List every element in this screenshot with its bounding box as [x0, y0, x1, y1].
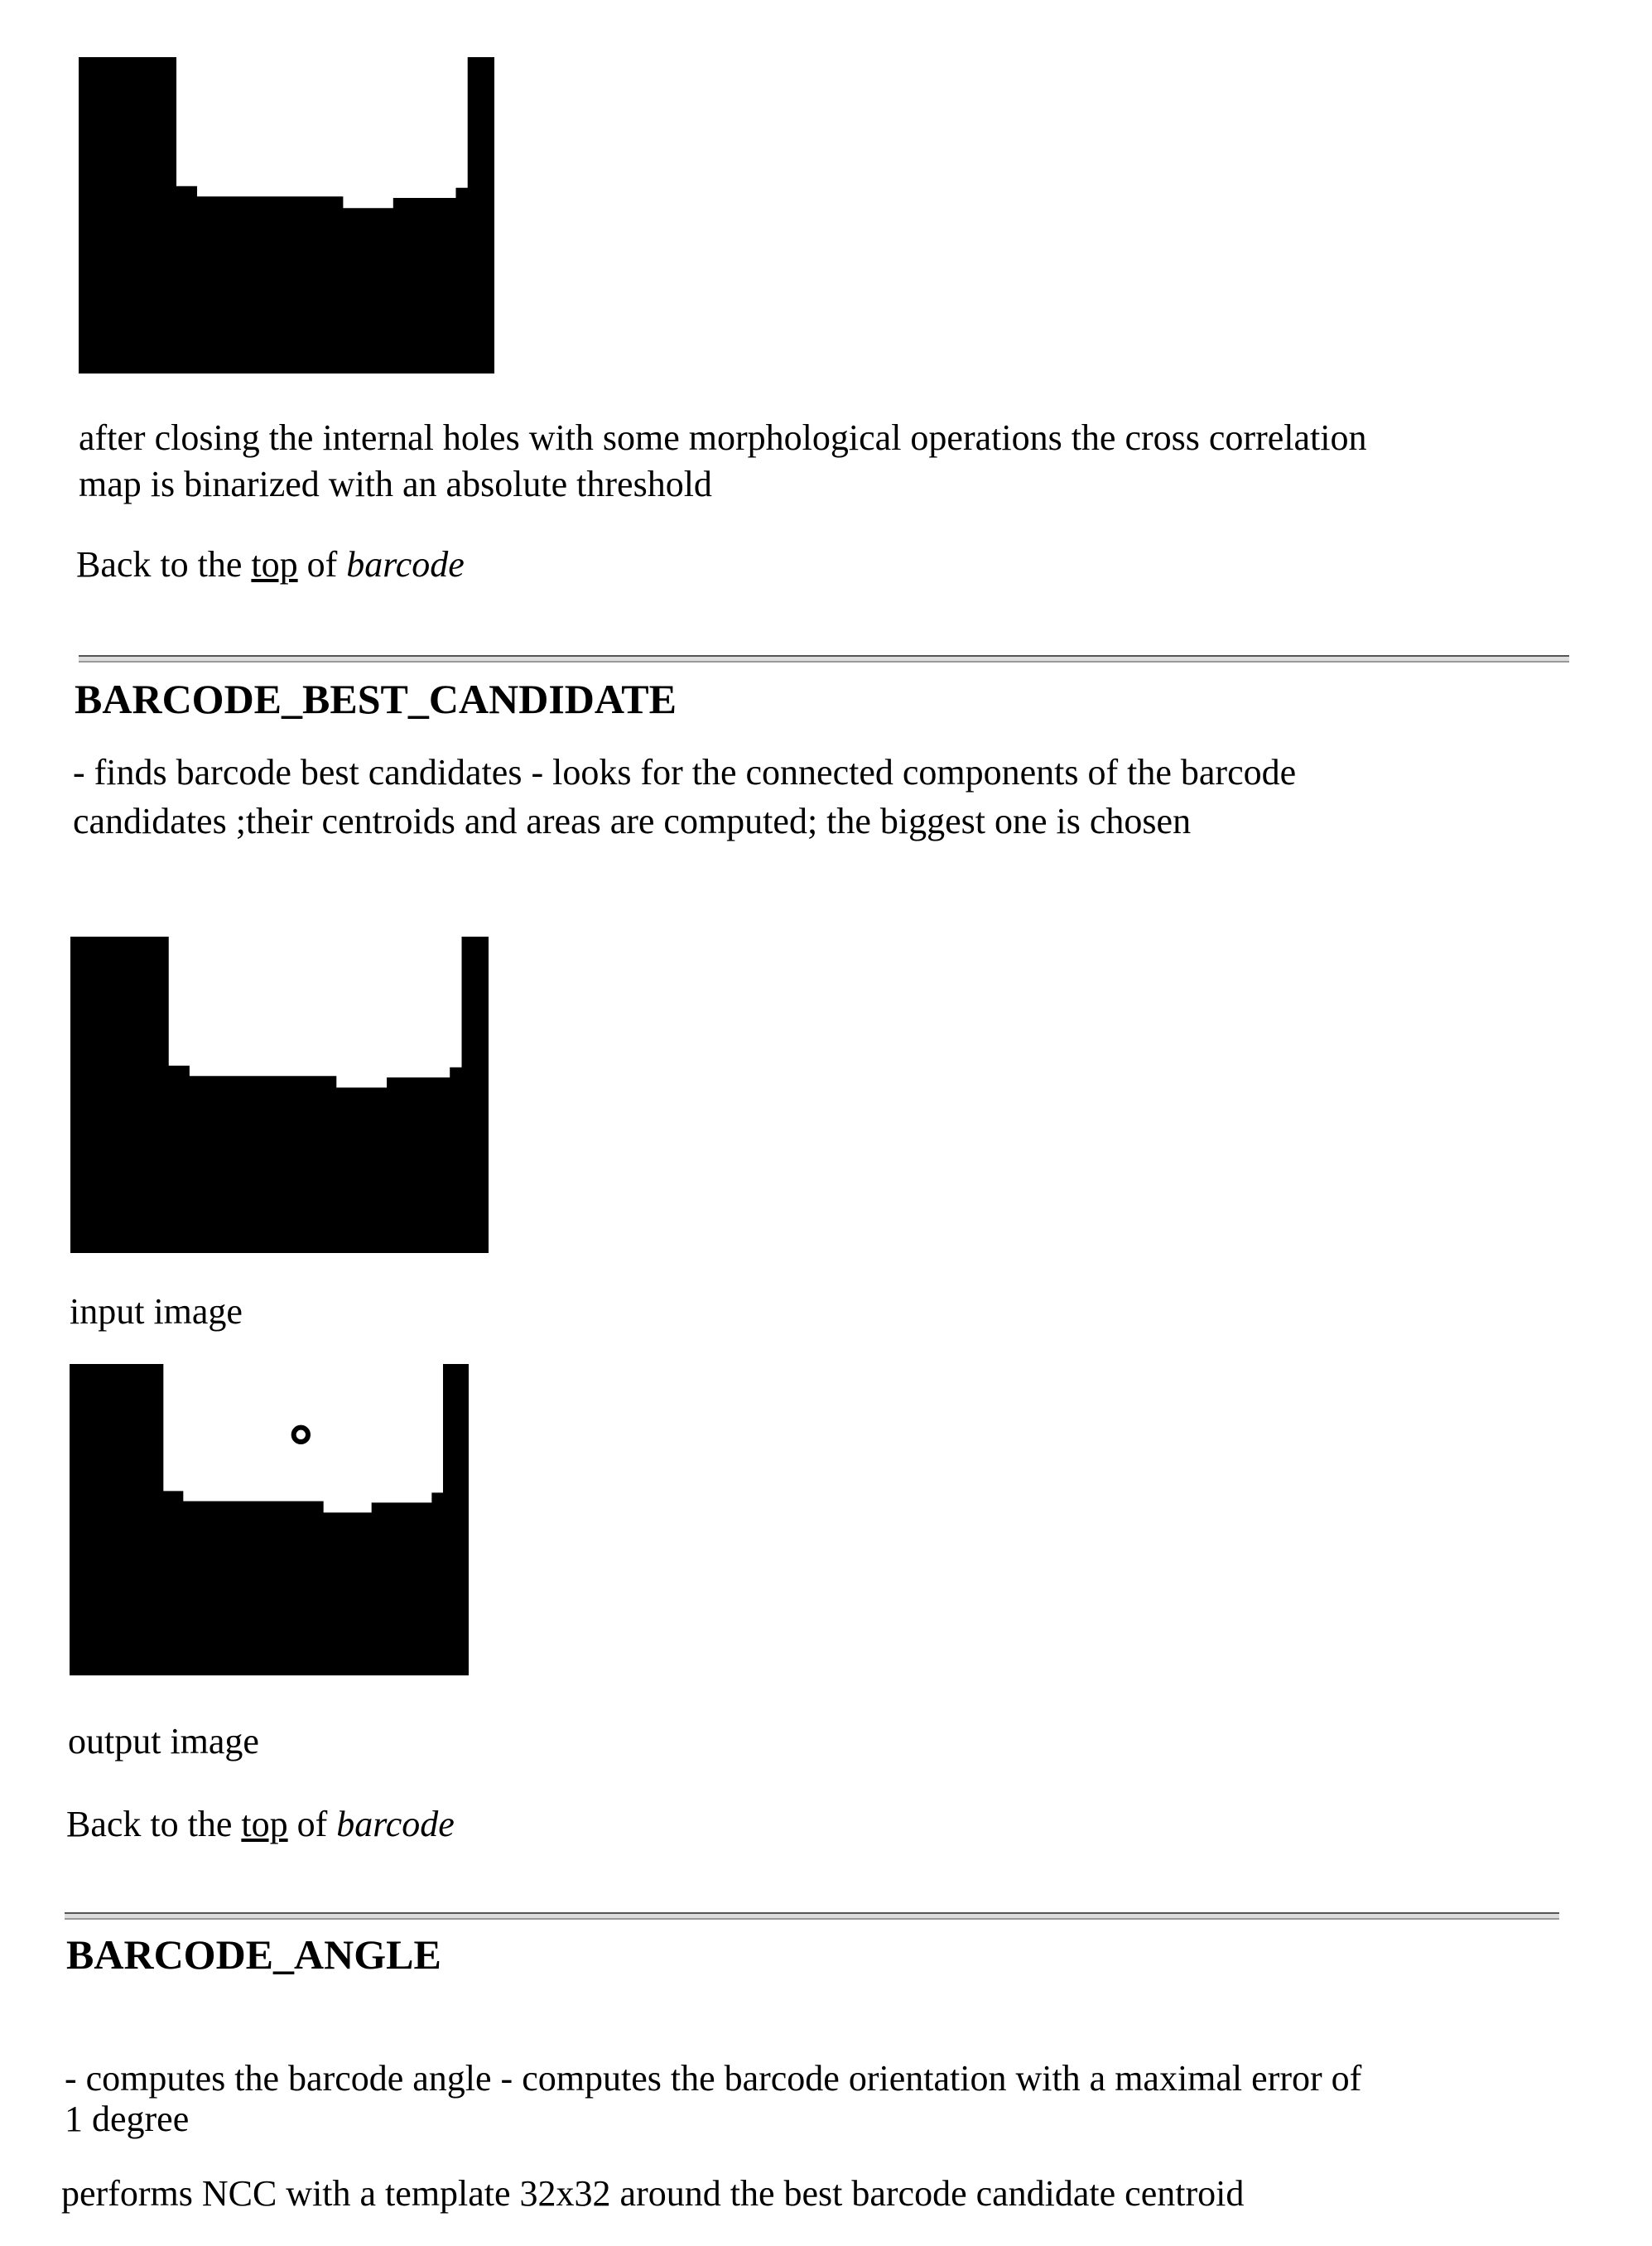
- output-image: [70, 1364, 469, 1675]
- input-image: [70, 937, 489, 1253]
- horizontal-rule: [79, 655, 1569, 663]
- back-mid: of: [298, 544, 347, 585]
- description-line: - computes the barcode angle - computes the barcode orientation with a maximal error of: [65, 2055, 1361, 2103]
- top-link[interactable]: top: [251, 544, 297, 585]
- input-image-caption: input image: [70, 1288, 243, 1336]
- back-to-top-line: [66, 1800, 455, 1848]
- description-line: 1 degree: [65, 2095, 189, 2143]
- binarized-correlation-map-image: [79, 57, 494, 374]
- back-target: barcode: [346, 544, 465, 585]
- description-line: candidates ;their centroids and areas are computed; the biggest one is chosen: [73, 798, 1191, 846]
- horizontal-rule: [65, 1912, 1559, 1920]
- back-prefix: Back to the: [76, 544, 251, 585]
- output-image-caption: output image: [68, 1718, 259, 1766]
- caption-line: after closing the internal holes with some morphological operations the cross correlation: [79, 414, 1366, 462]
- back-prefix: Back to the: [66, 1804, 241, 1844]
- back-mid: of: [288, 1804, 337, 1844]
- description-line: - finds barcode best candidates - looks for the connected components of the barcode: [73, 749, 1296, 797]
- section-title: BARCODE_BEST_CANDIDATE: [75, 675, 677, 723]
- description-line: performs NCC with a template 32x32 around the best barcode candidate centroid: [61, 2170, 1244, 2218]
- back-to-top-line: [76, 541, 465, 589]
- back-target: barcode: [336, 1804, 455, 1844]
- top-link[interactable]: top: [241, 1804, 287, 1844]
- section-title: BARCODE_ANGLE: [66, 1930, 441, 1979]
- caption-line: map is binarized with an absolute threshold: [79, 460, 712, 508]
